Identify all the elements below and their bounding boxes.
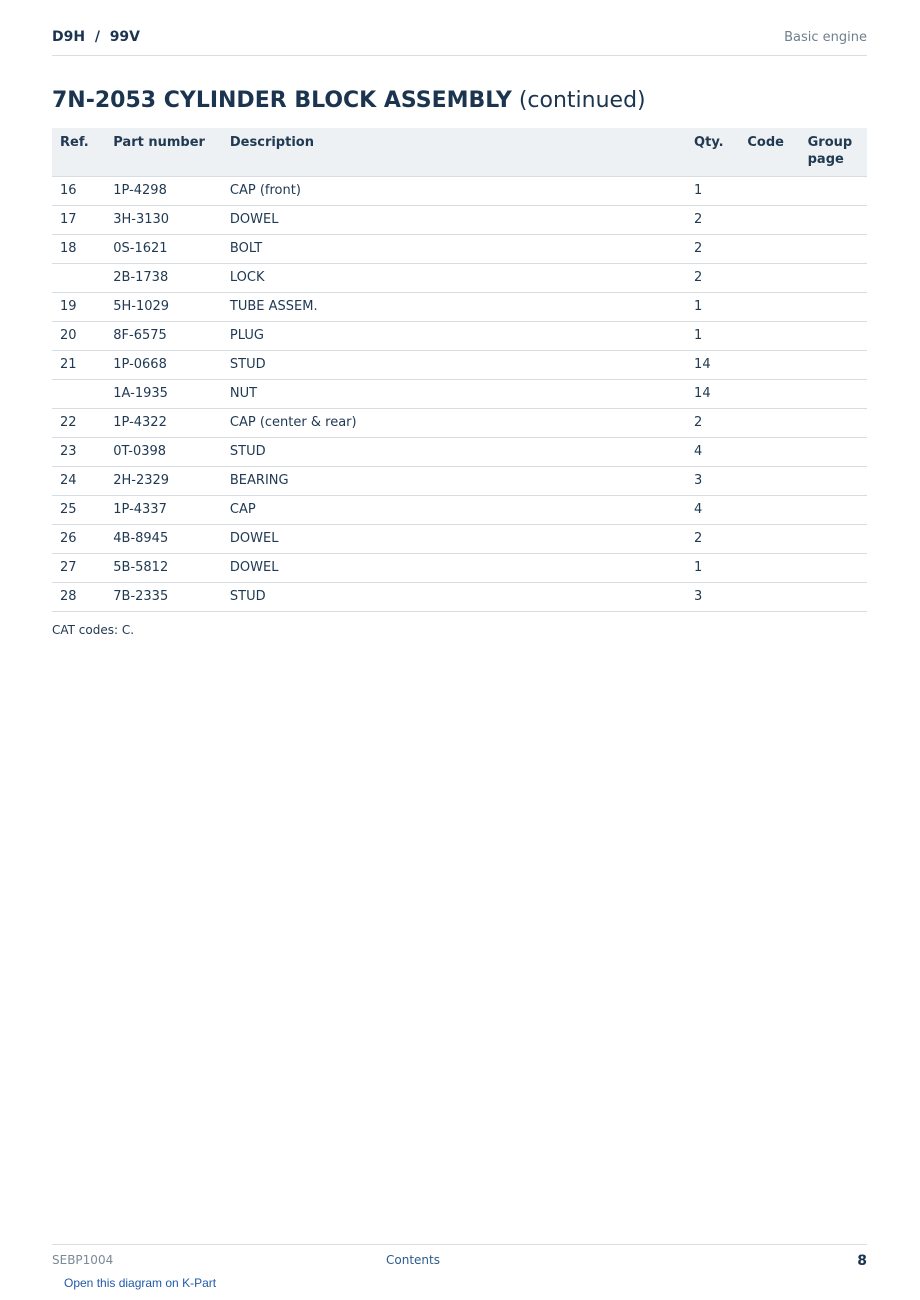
parts-table bbox=[52, 128, 867, 612]
cell-part-number: 3H-3130 bbox=[105, 205, 222, 234]
cell-description: CAP (center & rear) bbox=[222, 408, 686, 437]
cell-qty: 2 bbox=[686, 524, 739, 553]
table-row bbox=[52, 379, 867, 408]
cell-code bbox=[739, 176, 799, 205]
table-row bbox=[52, 234, 867, 263]
cell-qty: 14 bbox=[686, 350, 739, 379]
cell-part-number: 0S-1621 bbox=[105, 234, 222, 263]
cell-part-number: 4B-8945 bbox=[105, 524, 222, 553]
cell-group-page bbox=[800, 234, 867, 263]
document-id: SEBP1004 bbox=[52, 1253, 114, 1267]
cell-ref: 16 bbox=[52, 176, 105, 205]
cell-code bbox=[739, 495, 799, 524]
cell-part-number: 1A-1935 bbox=[105, 379, 222, 408]
table-row bbox=[52, 466, 867, 495]
col-header-qty bbox=[686, 128, 739, 176]
cell-qty: 3 bbox=[686, 466, 739, 495]
cell-group-page bbox=[800, 582, 867, 611]
cell-ref bbox=[52, 379, 105, 408]
cell-description: DOWEL bbox=[222, 553, 686, 582]
cell-ref: 19 bbox=[52, 292, 105, 321]
cell-group-page bbox=[800, 437, 867, 466]
cell-qty: 4 bbox=[686, 495, 739, 524]
cell-description: CAP bbox=[222, 495, 686, 524]
cell-ref: 23 bbox=[52, 437, 105, 466]
cat-codes-note: CAT codes: C. bbox=[52, 623, 135, 637]
cell-group-page bbox=[800, 408, 867, 437]
table-row bbox=[52, 263, 867, 292]
cell-qty: 14 bbox=[686, 379, 739, 408]
cell-description: TUBE ASSEM. bbox=[222, 292, 686, 321]
cell-code bbox=[739, 234, 799, 263]
parts-table-header bbox=[52, 128, 867, 176]
cell-description: BOLT bbox=[222, 234, 686, 263]
col-header-code: Code bbox=[739, 128, 799, 176]
cell-ref: 17 bbox=[52, 205, 105, 234]
header-row bbox=[52, 128, 867, 176]
cell-ref: 25 bbox=[52, 495, 105, 524]
cell-part-number: 0T-0398 bbox=[105, 437, 222, 466]
cell-code bbox=[739, 205, 799, 234]
page-header bbox=[52, 29, 867, 56]
cell-description: STUD bbox=[222, 582, 686, 611]
cell-part-number: 2H-2329 bbox=[105, 466, 222, 495]
table-row bbox=[52, 495, 867, 524]
cell-qty: 2 bbox=[686, 234, 739, 263]
cell-ref: 24 bbox=[52, 466, 105, 495]
section-label: Basic engine bbox=[784, 30, 867, 45]
cell-part-number: 2B-1738 bbox=[105, 263, 222, 292]
cell-ref bbox=[52, 263, 105, 292]
cell-code bbox=[739, 292, 799, 321]
table-row bbox=[52, 437, 867, 466]
cell-code bbox=[739, 553, 799, 582]
cell-description: STUD bbox=[222, 350, 686, 379]
col-header-part-number: Part number bbox=[105, 128, 222, 176]
cell-description: PLUG bbox=[222, 321, 686, 350]
cell-code bbox=[739, 263, 799, 292]
cell-qty: 2 bbox=[686, 408, 739, 437]
cell-ref: 18 bbox=[52, 234, 105, 263]
cell-code bbox=[739, 350, 799, 379]
cell-group-page bbox=[800, 495, 867, 524]
cell-code bbox=[739, 437, 799, 466]
model-label: D9H / 99V bbox=[52, 29, 141, 45]
cell-part-number: 5H-1029 bbox=[105, 292, 222, 321]
cell-group-page bbox=[800, 350, 867, 379]
table-row bbox=[52, 321, 867, 350]
cell-part-number: 1P-4337 bbox=[105, 495, 222, 524]
cell-qty: 1 bbox=[686, 176, 739, 205]
col-header-qty-text: Qty. bbox=[694, 135, 724, 150]
cell-code bbox=[739, 408, 799, 437]
cell-qty: 1 bbox=[686, 553, 739, 582]
cell-code bbox=[739, 466, 799, 495]
cell-group-page bbox=[800, 292, 867, 321]
cell-group-page bbox=[800, 176, 867, 205]
cell-group-page bbox=[800, 553, 867, 582]
cell-group-page bbox=[800, 379, 867, 408]
cell-group-page bbox=[800, 263, 867, 292]
cell-code bbox=[739, 379, 799, 408]
cell-qty: 2 bbox=[686, 205, 739, 234]
cell-description: DOWEL bbox=[222, 205, 686, 234]
cell-ref: 28 bbox=[52, 582, 105, 611]
col-header-group-page: Group page bbox=[800, 128, 867, 176]
cell-part-number: 1P-0668 bbox=[105, 350, 222, 379]
cell-qty: 4 bbox=[686, 437, 739, 466]
table-row bbox=[52, 350, 867, 379]
cell-group-page bbox=[800, 205, 867, 234]
cell-part-number: 1P-4298 bbox=[105, 176, 222, 205]
cell-qty: 1 bbox=[686, 292, 739, 321]
cell-code bbox=[739, 321, 799, 350]
cell-part-number: 5B-5812 bbox=[105, 553, 222, 582]
cell-ref: 22 bbox=[52, 408, 105, 437]
cell-ref: 21 bbox=[52, 350, 105, 379]
table-row bbox=[52, 553, 867, 582]
cell-ref: 20 bbox=[52, 321, 105, 350]
cell-group-page bbox=[800, 524, 867, 553]
cell-ref: 27 bbox=[52, 553, 105, 582]
cell-description: BEARING bbox=[222, 466, 686, 495]
table-row bbox=[52, 176, 867, 205]
cell-ref: 26 bbox=[52, 524, 105, 553]
cell-group-page bbox=[800, 466, 867, 495]
page-title bbox=[52, 88, 646, 113]
cell-code bbox=[739, 524, 799, 553]
cell-description: CAP (front) bbox=[222, 176, 686, 205]
cell-qty: 2 bbox=[686, 263, 739, 292]
table-row bbox=[52, 524, 867, 553]
cell-group-page bbox=[800, 321, 867, 350]
cell-description: NUT bbox=[222, 379, 686, 408]
cell-code bbox=[739, 582, 799, 611]
cell-qty: 1 bbox=[686, 321, 739, 350]
table-row bbox=[52, 408, 867, 437]
open-kpart-link[interactable]: Open this diagram on K-Part bbox=[64, 1276, 217, 1290]
cell-part-number: 1P-4322 bbox=[105, 408, 222, 437]
col-header-description: Description bbox=[222, 128, 686, 176]
page-title-main: 7N-2053 CYLINDER BLOCK ASSEMBLY bbox=[52, 88, 512, 113]
cell-part-number: 7B-2335 bbox=[105, 582, 222, 611]
cell-description: STUD bbox=[222, 437, 686, 466]
table-row bbox=[52, 582, 867, 611]
table-row bbox=[52, 292, 867, 321]
col-header-ref: Ref. bbox=[52, 128, 105, 176]
cell-qty: 3 bbox=[686, 582, 739, 611]
cell-part-number: 8F-6575 bbox=[105, 321, 222, 350]
page-number: 8 bbox=[857, 1253, 867, 1269]
cell-description: LOCK bbox=[222, 263, 686, 292]
contents-link[interactable]: Contents bbox=[386, 1253, 440, 1267]
table-row bbox=[52, 205, 867, 234]
page-title-suffix: (continued) bbox=[511, 88, 646, 113]
parts-table-body bbox=[52, 176, 867, 611]
cell-description: DOWEL bbox=[222, 524, 686, 553]
